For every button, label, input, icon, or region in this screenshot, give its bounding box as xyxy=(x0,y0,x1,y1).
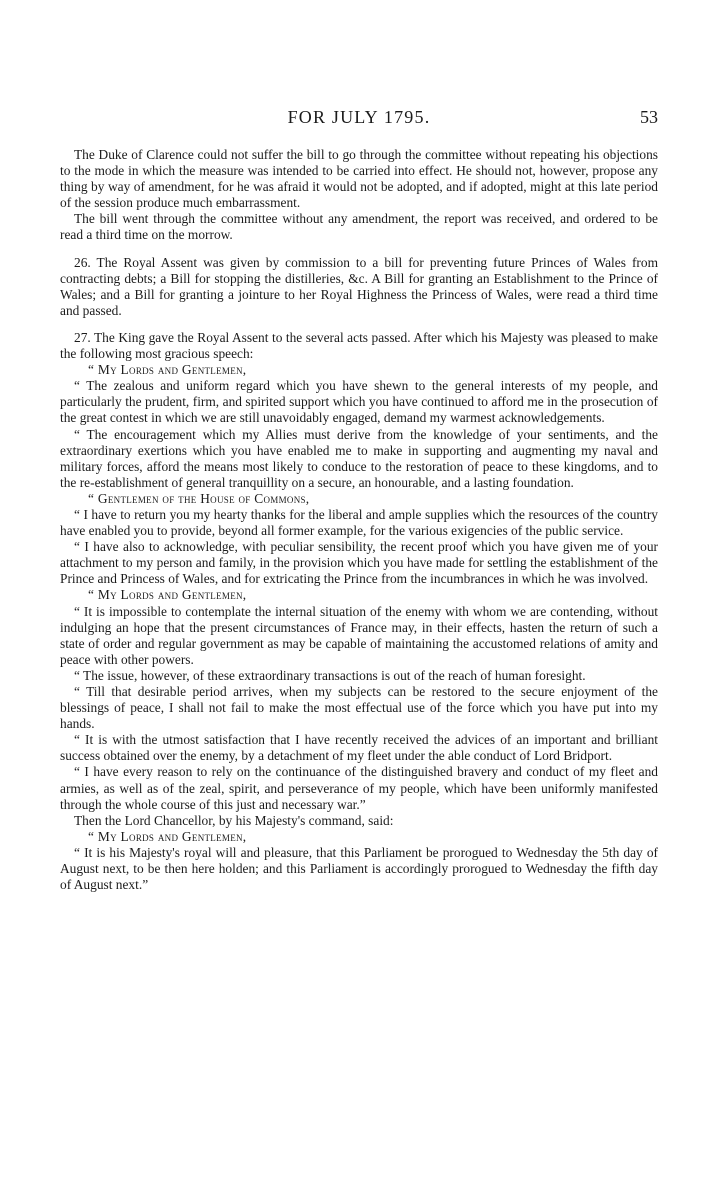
paragraph: “ The encouragement which my Allies must derive from the knowledge of your sentiments, and the extraordinary exertions which you have enabled me to make in supporting and augmenting my naval and military forces, afford the means most likely to conduce to the restoration of peace to these kingdoms, and to the re-establishment of general tranquillity on a secure, an honourable, and a lasting foundation. xyxy=(60,426,658,490)
paragraph: 26. The Royal Assent was given by commission to a bill for preventing future Princes of Wales from contracting debts; a Bill for stopping the distilleries, &c. A Bill for granting an Establishment to the Prince of Wales; and a Bill for granting a jointure to her Royal Highness the Princess of Wales, were read a third time and passed. xyxy=(60,254,658,318)
salutation: “ My Lords and Gentlemen, xyxy=(88,587,247,603)
page-header xyxy=(60,107,658,137)
paragraph: “ I have also to acknowledge, with peculiar sensibility, the recent proof which you have given me of your attachment to my person and family, in the provision which you have made for settling the establishment of the Prince and Princess of Wales, and for extricating the Prince from the incumbrances in which he was involved. xyxy=(60,539,658,587)
salutation: “ Gentlemen of the House of Commons, xyxy=(88,490,310,506)
salutation: “ My Lords and Gentlemen, xyxy=(88,828,247,844)
paragraph: “ It is impossible to contemplate the internal situation of the enemy with whom we are contending, without indulging an hope that the present circumstances of France may, in their effects, hasten the return of such a state of order and regular government as may be capable of maintaining the accustomed relations of amity and peace with other powers. xyxy=(60,603,658,667)
paragraph: The Duke of Clarence could not suffer the bill to go through the committee without repeating his objections to the mode in which the measure was intended to be carried into effect. He should not, however, propose any thing by way of amendment, for he was afraid it would not be adopted, and if adopted, might at this late period of the session produce much embarrassment. xyxy=(60,147,658,211)
page-number: 53 xyxy=(640,107,658,127)
salutation: “ My Lords and Gentlemen, xyxy=(88,362,247,378)
running-title: FOR JULY 1795. xyxy=(287,107,431,127)
paragraph: “ I have every reason to rely on the continuance of the distinguished bravery and conduct of my fleet and armies, as well as of the zeal, spirit, and perseverance of my people, which have been uniformly manifested through the whole course of this just and necessary war.” xyxy=(60,764,658,812)
paragraph: “ The zealous and uniform regard which you have shewn to the general interests of my people, and particularly the prudent, firm, and spirited support which you have continued to afford me in the prosecution of the great contest in which we are still unavoidably engaged, demand my warmest acknowledgements. xyxy=(60,378,658,426)
paragraph: “ It is his Majesty's royal will and pleasure, that this Parliament be prorogued to Wednesday the 5th day of August next, to be then here holden; and this Parliament is accordingly prorogued to Wednesday the fifth day of August next.” xyxy=(60,844,658,893)
paragraph: “ It is with the utmost satisfaction that I have recently received the advices of an important and brilliant success obtained over the enemy, by a detachment of my fleet under the able conduct of Lord Bridport. xyxy=(60,732,658,764)
paragraph: “ Till that desirable period arrives, when my subjects can be restored to the secure enjoyment of the blessings of peace, I shall not fail to make the most effectual use of the force which you have put into my hands. xyxy=(60,684,658,732)
document-body xyxy=(60,147,658,893)
paragraph: The bill went through the committee without any amendment, the report was received, and ordered to be read a third time on the morrow. xyxy=(60,211,658,243)
paragraph: Then the Lord Chancellor, by his Majesty's command, said: xyxy=(74,812,394,828)
paragraph: 27. The King gave the Royal Assent to the several acts passed. After which his Majesty was pleased to make the following most gracious speech: xyxy=(60,329,658,362)
paragraph: “ I have to return you my hearty thanks for the liberal and ample supplies which the resources of the country have enabled you to provide, beyond all former example, for the various exigencies of the public service. xyxy=(60,506,658,539)
paragraph: “ The issue, however, of these extraordinary transactions is out of the reach of human foresight. xyxy=(74,667,586,683)
